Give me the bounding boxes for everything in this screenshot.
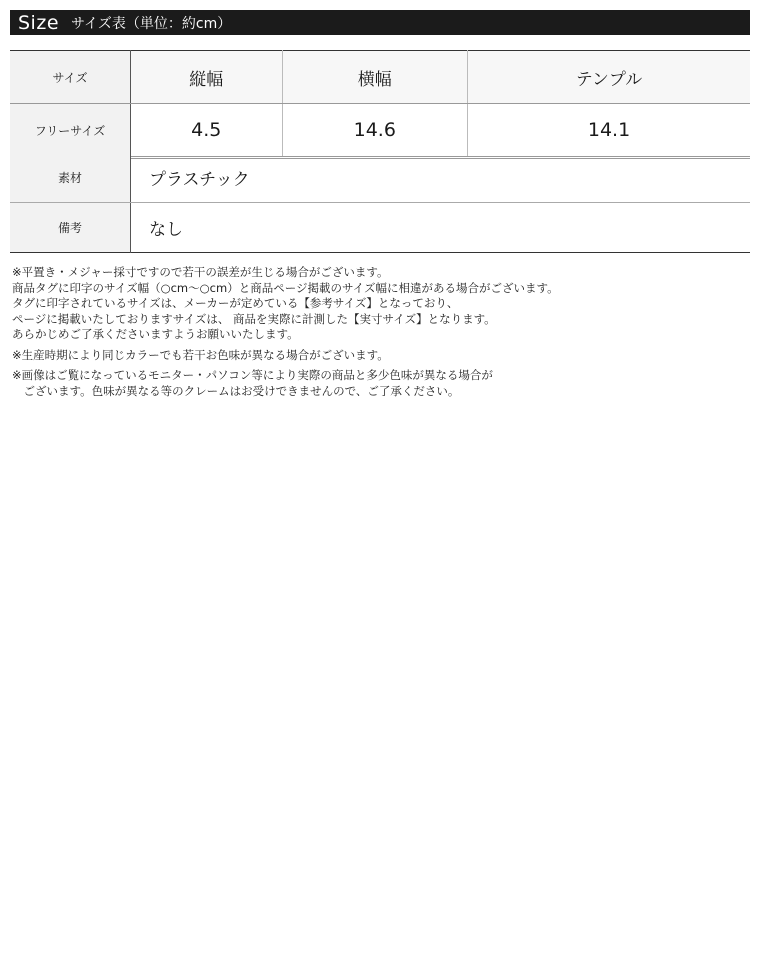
size-header-bar (10, 10, 750, 35)
size-table-subtitle: サイズ表（単位：約cm） (71, 15, 232, 32)
size-table-header-row (10, 51, 750, 104)
note-line: ページに掲載いたしておりますサイズは、 商品を実際に計測した【実寸サイズ】となります。 (12, 311, 496, 326)
note-line: 商品タグに印字のサイズ幅（○cm〜○cm）と商品ページ掲載のサイズ幅に相違がある場合がございます。 (12, 280, 559, 295)
note-line: ※生産時期により同じカラーでも若干お色味が異なる場合がございます。 (12, 347, 389, 362)
note-line: ※画像はご覧になっているモニター・パソコン等により実際の商品と多少色味が異なる場合が (12, 368, 493, 382)
info-table (10, 153, 750, 253)
column-header-height: 縦幅 (131, 51, 283, 104)
material-row (10, 153, 750, 203)
size-row-label: フリーサイズ (10, 104, 131, 158)
material-value: プラスチック (131, 153, 751, 203)
size-label: Size (18, 11, 60, 34)
note-line: ございます。色味が異なる等のクレームはお受けできませんので、ご了承ください。 (12, 383, 460, 398)
remarks-row (10, 203, 750, 253)
remarks-value: なし (149, 220, 183, 240)
size-corner-label: サイズ (10, 51, 131, 104)
note-line: ※平置き・メジャー採寸ですので若干の誤差が生じる場合がございます。 (12, 265, 389, 279)
notes-section (12, 265, 748, 399)
temple-value: 14.1 (468, 104, 750, 158)
size-row-free (10, 104, 750, 158)
size-table (10, 50, 750, 159)
width-value: 14.6 (282, 104, 468, 158)
column-header-width: 横幅 (282, 51, 468, 104)
note-line: あらかじめご了承くださいますようお願いいたします。 (12, 327, 299, 341)
remarks-label: 備考 (10, 203, 131, 253)
column-header-temple: テンプル (468, 51, 750, 104)
height-value: 4.5 (131, 104, 283, 158)
material-label: 素材 (10, 153, 131, 203)
note-line: タグに印字されているサイズは、メーカーが定めている【参考サイズ】となっており、 (12, 296, 459, 310)
